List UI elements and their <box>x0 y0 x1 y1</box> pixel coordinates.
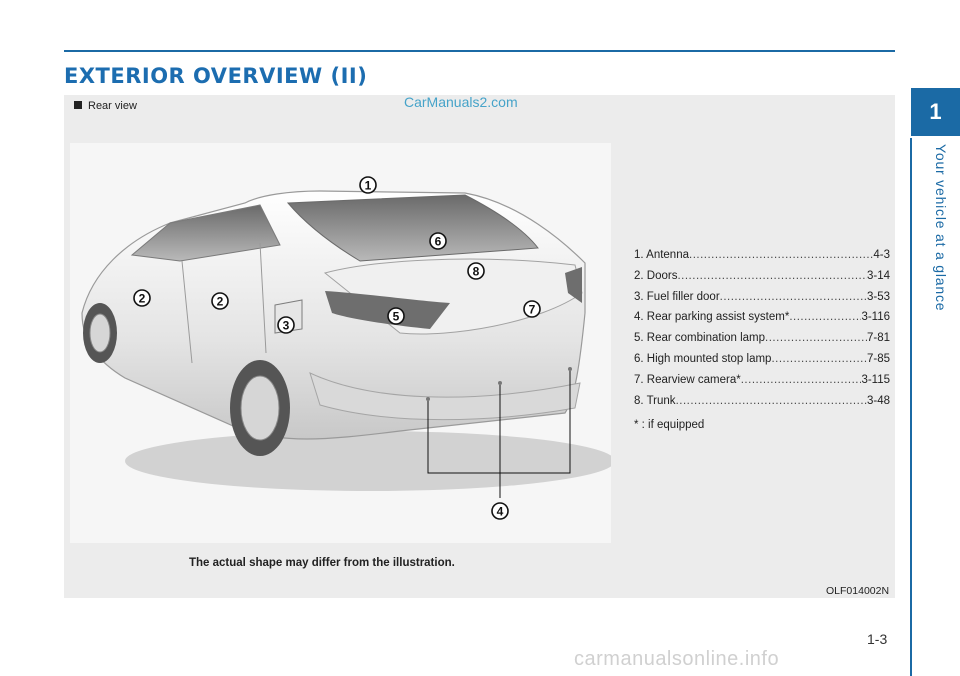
section-label <box>74 100 137 112</box>
parking-sensor <box>498 381 502 385</box>
page-ref[interactable]: 3-116 <box>861 311 890 324</box>
callout-label: 7 <box>528 302 536 317</box>
front-rim <box>90 314 110 352</box>
legend-label: 6. High mounted stop lamp <box>634 352 772 365</box>
callout-camera <box>524 301 540 317</box>
footer-watermark[interactable]: carmanualsonline.info <box>574 648 780 670</box>
leader-dots <box>789 307 861 328</box>
leader-dots <box>676 391 867 412</box>
chapter-tab[interactable] <box>911 88 960 136</box>
page-ref[interactable]: 3-53 <box>866 290 890 303</box>
legend-label: 4. Rear parking assist system* <box>634 311 790 324</box>
legend-item <box>634 349 890 370</box>
callout-label: 3 <box>282 318 290 333</box>
leader-dots <box>741 370 862 391</box>
legend-item <box>634 266 890 287</box>
legend-item <box>634 287 890 308</box>
legend-label: 1. Antenna <box>634 249 689 261</box>
callout-label: 2 <box>216 294 224 309</box>
callout-label: 1 <box>364 178 372 193</box>
parking-sensor <box>426 397 430 401</box>
callout-rear-lamp <box>388 308 404 324</box>
page-ref[interactable]: 3-48 <box>866 394 890 407</box>
legend-label: 7. Rearview camera* <box>634 373 741 386</box>
legend-label: 3. Fuel filler door <box>634 290 720 303</box>
chapter-label: Your vehicle at a glance <box>933 144 949 312</box>
image-code: OLF014002N <box>826 585 890 597</box>
legend-item <box>634 307 890 328</box>
bullet-square-icon <box>74 101 82 109</box>
callout-label: 5 <box>392 309 400 324</box>
legend-label: 2. Doors <box>634 269 678 282</box>
car-illustration <box>70 143 611 543</box>
watermark[interactable]: CarManuals2.com <box>404 94 518 110</box>
callout-label: 6 <box>434 234 442 249</box>
callout-stop-lamp <box>430 233 446 249</box>
page-ref[interactable]: 7-85 <box>866 352 890 365</box>
figure-caption: The actual shape may differ from the illustration. <box>189 557 455 569</box>
callout-label: 8 <box>472 264 480 279</box>
page-ref[interactable]: 3-14 <box>866 269 890 282</box>
parking-sensor <box>568 367 572 371</box>
rear-rim <box>241 376 279 440</box>
section-label-text: Rear view <box>88 100 137 112</box>
page-ref[interactable]: 4-3 <box>873 249 890 261</box>
callout-doors-rear <box>212 293 228 309</box>
callout-trunk <box>468 263 484 279</box>
page-title: EXTERIOR OVERVIEW (II) <box>64 64 368 88</box>
legend-item <box>634 391 890 412</box>
car-shadow <box>125 431 611 491</box>
page-number: 1-3 <box>867 631 888 647</box>
callout-antenna <box>360 177 376 193</box>
leader-dots <box>677 266 867 287</box>
legend-item <box>634 245 890 266</box>
chapter-number: 1 <box>929 99 942 124</box>
parts-legend <box>634 245 890 411</box>
legend-label: 5. Rear combination lamp <box>634 332 766 345</box>
legend-label: 8. Trunk <box>634 394 676 407</box>
footnote: * : if equipped <box>634 419 705 431</box>
leader-dots <box>771 349 867 370</box>
legend-item <box>634 370 890 391</box>
header-rule <box>64 50 895 52</box>
legend-item <box>634 328 890 349</box>
leader-dots <box>720 287 867 308</box>
leader-dots <box>689 245 873 266</box>
callout-label: 2 <box>138 291 146 306</box>
sidebar-rule <box>910 138 912 676</box>
callout-doors-front <box>134 290 150 306</box>
callout-label: 4 <box>496 504 504 519</box>
callout-parking-assist <box>492 503 508 519</box>
page-ref[interactable]: 3-115 <box>861 373 890 386</box>
callout-fuel-door <box>278 317 294 333</box>
leader-dots <box>765 328 867 349</box>
page-ref[interactable]: 7-81 <box>866 332 890 345</box>
